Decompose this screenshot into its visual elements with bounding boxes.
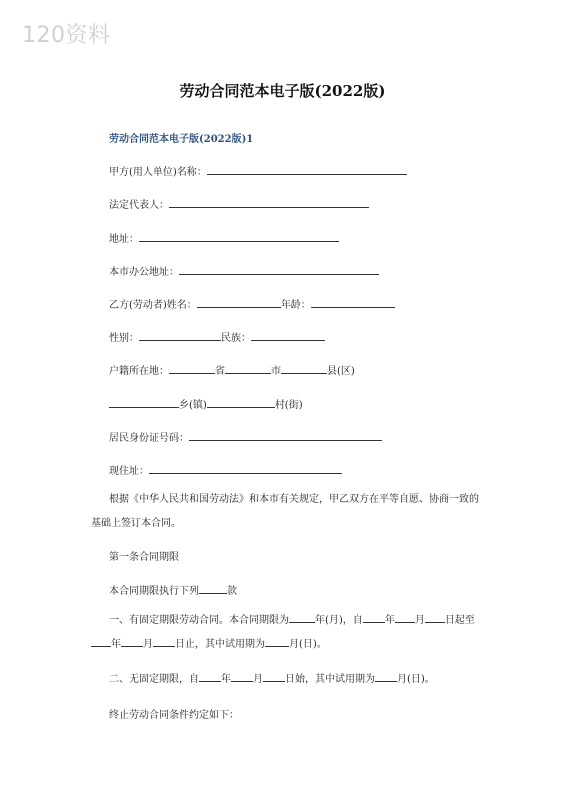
- fixed-term-blank-8: [153, 636, 175, 647]
- party-a-blank: [207, 164, 407, 175]
- village-blank: [207, 397, 275, 408]
- party-b-name-blank: [197, 297, 281, 308]
- fixed-term-text-f: 年: [111, 639, 121, 650]
- fixed-term-blank-2: [363, 612, 385, 623]
- address-field: [109, 230, 339, 245]
- open-term-blank-1: [199, 671, 221, 682]
- fixed-term-blank-3: [395, 612, 415, 623]
- township-blank: [109, 397, 179, 408]
- open-term-text-a: 二、无固定期限，自: [109, 674, 199, 685]
- document-subtitle-link[interactable]: 劳动合同范本电子版(2022版)1: [109, 134, 254, 145]
- county-blank: [281, 363, 327, 374]
- open-term-text-e: 月(日)。: [397, 674, 435, 685]
- document-title: 劳动合同范本电子版(2022版): [179, 82, 386, 100]
- termination-line: 终止劳动合同条件约定如下：: [109, 710, 239, 721]
- province-label: 省: [215, 366, 225, 377]
- article1-blank: [199, 583, 227, 594]
- fixed-term-blank-4: [425, 612, 445, 623]
- watermark-logo: 120资料: [22, 23, 111, 48]
- party-a-field: [109, 163, 407, 178]
- article1-text: 本合同期限执行下列: [109, 586, 199, 597]
- fixed-term-paragraph: [91, 609, 486, 657]
- ethnicity-blank: [251, 330, 325, 341]
- city-office-blank: [179, 264, 379, 275]
- township-label: 乡(镇): [179, 400, 207, 411]
- current-address-label: 现住址：: [109, 466, 149, 477]
- hukou-field: [109, 362, 355, 377]
- fixed-term-blank-7: [121, 636, 143, 647]
- gender-blank: [139, 330, 221, 341]
- open-term-blank-4: [375, 671, 397, 682]
- fixed-term-text-g: 月: [143, 639, 153, 650]
- open-term-line: [109, 670, 435, 685]
- legal-rep-field: [109, 196, 369, 211]
- fixed-term-text-b: 年(月)，自: [315, 615, 363, 626]
- fixed-term-blank-1: [289, 612, 315, 623]
- current-address-field: [109, 462, 342, 477]
- article1-line: [109, 582, 237, 597]
- party-a-label: 甲方(用人单位)名称：: [109, 167, 207, 178]
- city-office-field: [109, 263, 379, 278]
- open-term-blank-3: [263, 671, 285, 682]
- fixed-term-text-a: 一、有固定期限劳动合同。本合同期限为: [109, 615, 289, 626]
- province-blank: [169, 363, 215, 374]
- fixed-term-blank-9: [265, 636, 289, 647]
- city-office-label: 本市办公地址：: [109, 267, 179, 278]
- article1-end: 款: [227, 586, 237, 597]
- gender-label: 性别：: [109, 333, 139, 344]
- age-label: 年龄：: [280, 300, 311, 311]
- township-field: [109, 396, 303, 411]
- intro-paragraph: 根据《中华人民共和国劳动法》和本市有关规定，甲乙双方在平等自愿、协商一致的基础上签订本合同。: [91, 494, 479, 529]
- fixed-term-text-i: 月(日)。: [289, 639, 327, 650]
- city-label: 市: [271, 366, 281, 377]
- open-term-text-c: 月: [253, 674, 263, 685]
- village-label: 村(街): [274, 400, 303, 411]
- party-b-name-label: 乙方(劳动者)姓名：: [109, 300, 197, 311]
- id-number-blank: [189, 430, 382, 441]
- gender-field: [109, 329, 325, 344]
- hukou-label: 户籍所在地：: [109, 366, 169, 377]
- open-term-blank-2: [231, 671, 253, 682]
- fixed-term-text-c: 年: [384, 615, 395, 626]
- current-address-blank: [149, 463, 342, 474]
- address-blank: [139, 231, 339, 242]
- city-blank: [225, 363, 271, 374]
- legal-rep-label: 法定代表人：: [109, 200, 169, 211]
- age-blank: [311, 297, 395, 308]
- open-term-text-d: 日始，其中试用期为: [285, 674, 375, 685]
- county-label: 县(区): [327, 366, 355, 377]
- legal-rep-blank: [169, 197, 369, 208]
- article1-title: 第一条合同期限: [109, 552, 179, 563]
- fixed-term-text-d: 月: [414, 615, 425, 626]
- open-term-text-b: 年: [221, 674, 231, 685]
- id-number-label: 居民身份证号码：: [109, 433, 189, 444]
- party-b-field: [109, 296, 395, 311]
- fixed-term-text-h: 日止，其中试用期为: [175, 639, 265, 650]
- fixed-term-blank-5: [91, 636, 105, 647]
- fixed-term-text-e: 日起至: [444, 615, 475, 626]
- id-number-field: [109, 429, 382, 444]
- ethnicity-label: 民族：: [221, 333, 251, 344]
- address-label: 地址：: [109, 234, 139, 245]
